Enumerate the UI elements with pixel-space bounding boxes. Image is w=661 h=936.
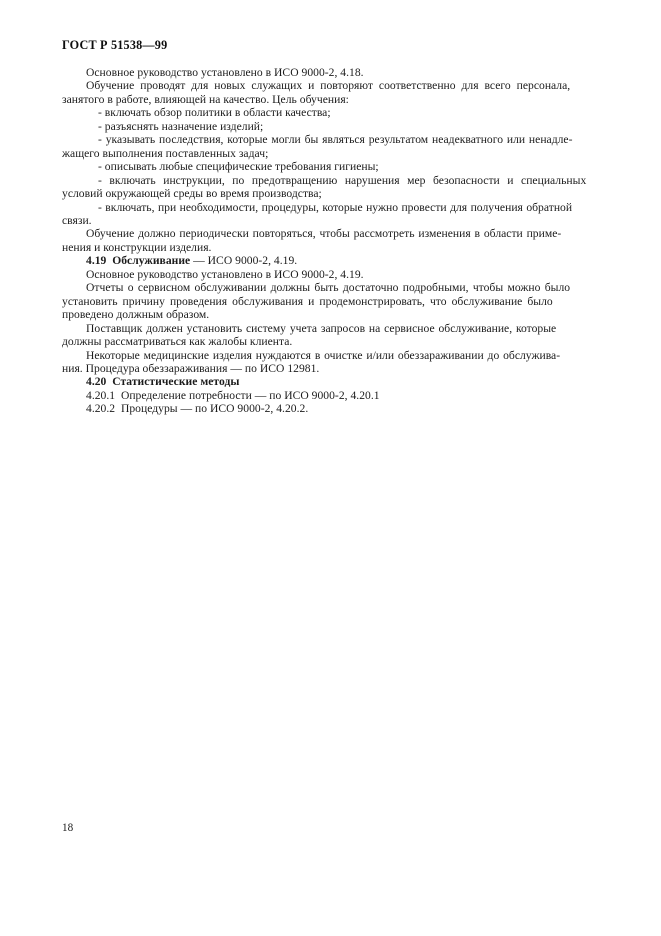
body-line-list-item: - включать инструкции, по предотвращению нарушения мер безопасности и специальных — [98, 173, 587, 187]
body-line: условий окружающей среды во время производства; — [62, 187, 322, 201]
body-line: Основное руководство установлено в ИСО 9000-2, 4.18. — [86, 66, 364, 79]
body-line: Отчеты о сервисном обслуживании должны быть достаточно подробными, чтобы можно было — [86, 281, 571, 295]
body-line: занятого в работе, влияющей на качество. Цель обучения: — [62, 92, 349, 106]
body-line: связи. — [62, 213, 92, 227]
document-standard-header: ГОСТ Р 51538—99 — [62, 38, 168, 52]
section-heading-4-19 — [62, 254, 599, 267]
body-line: Обучение должно периодически повторяться, чтобы рассмотреть изменения в области приме- — [86, 227, 562, 241]
body-line: Обучение проводят для новых служащих и повторяют соответственно для всего персонала, — [86, 79, 571, 93]
body-line-list-item: - описывать любые специфические требования гигиены; — [98, 160, 379, 174]
body-line-list-item: - включать, при необходимости, процедуры, которые нужно провести для получения обратной — [98, 200, 573, 214]
body-line-list-item: - указывать последствия, которые могли бы являться результатом неадекватного или ненадле- — [98, 133, 573, 147]
subsection-4-20-1: 4.20.1 Определение потребности — по ИСО 9000-2, 4.20.1 — [86, 388, 380, 402]
body-line: нения и конструкции изделия. — [62, 240, 212, 254]
section-heading-4-19-label: 4.19 Обслуживание — [86, 254, 191, 268]
body-line: жащего выполнения поставленных задач; — [62, 146, 269, 160]
body-line-list-item: - разъяснять назначение изделий; — [98, 119, 264, 133]
section-heading-4-20: 4.20 Статистические методы — [86, 375, 240, 389]
page-number: 18 — [62, 822, 74, 834]
body-line: Некоторые медицинские изделия нуждаются в очистке и/или обеззараживании до обслужива- — [86, 348, 561, 362]
body-line: Поставщик должен установить систему учета запросов на сервисное обслуживание, которые — [86, 321, 557, 335]
body-line-list-item: - включать обзор политики в области качества; — [98, 106, 331, 120]
document-body — [62, 66, 599, 416]
body-line: проведено должным образом. — [62, 308, 210, 322]
body-line: установить причину проведения обслуживания и продемонстрировать, что обслуживание было — [62, 294, 553, 308]
body-line: Основное руководство установлено в ИСО 9000-2, 4.19. — [86, 267, 364, 281]
body-line: ния. Процедура обеззараживания — по ИСО 12981. — [62, 361, 320, 375]
body-line: должны рассматриваться как жалобы клиента. — [62, 335, 293, 349]
subsection-4-20-2: 4.20.2 Процедуры — по ИСО 9000-2, 4.20.2. — [86, 402, 309, 416]
section-heading-4-19-reference: — ИСО 9000-2, 4.19. — [190, 254, 298, 268]
